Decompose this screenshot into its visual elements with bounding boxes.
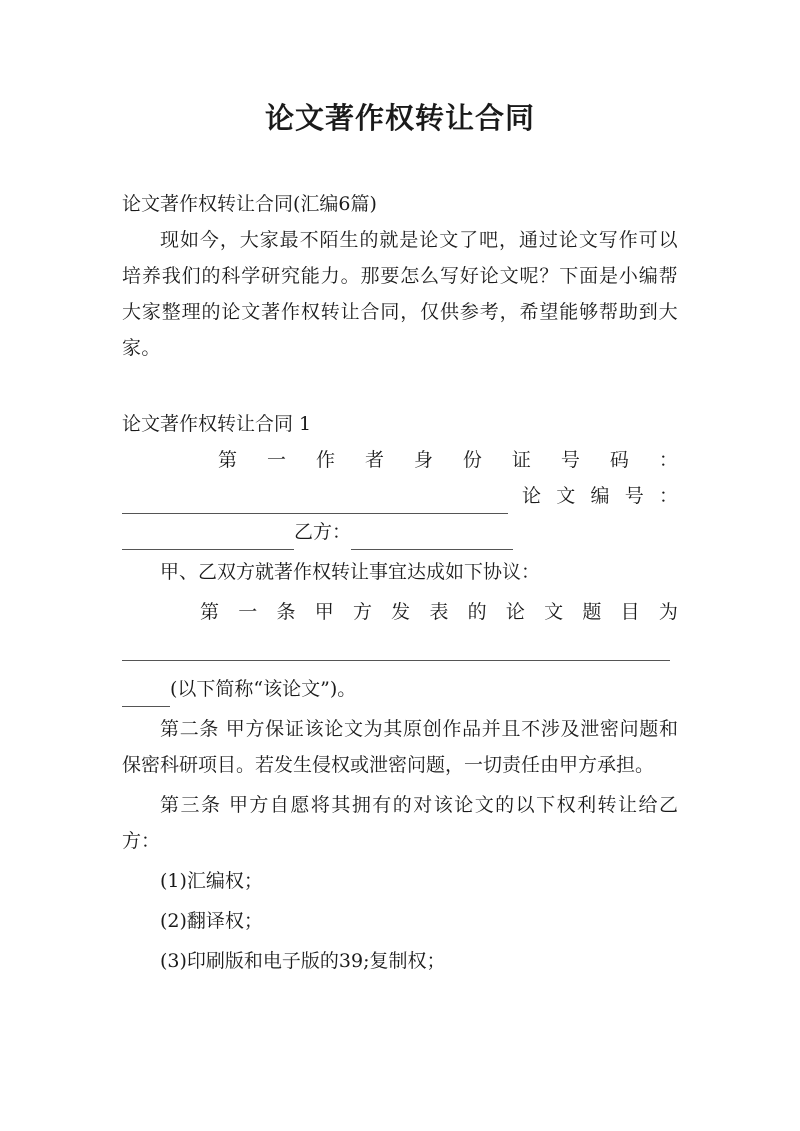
spread-char: 表 — [429, 601, 449, 623]
document-body — [122, 186, 678, 979]
spread-char: 号 — [624, 485, 644, 507]
spread-char: 方 — [352, 601, 372, 623]
document-title: 论文著作权转让合同 — [264, 101, 535, 135]
rights-list — [122, 863, 678, 979]
spread-char: 第 — [200, 601, 220, 623]
first-author-id-blank[interactable] — [122, 489, 508, 514]
party-b-blank[interactable] — [351, 525, 513, 550]
rights-list-item: (1)汇编权； — [160, 870, 263, 892]
spread-char: 为 — [658, 601, 678, 623]
spread-char: 作 — [315, 449, 335, 471]
section-heading: 论文著作权转让合同 1 — [122, 413, 312, 435]
first-author-id-row — [122, 442, 678, 478]
clause1-start-row — [122, 594, 678, 630]
spread-char: 身 — [413, 449, 433, 471]
party-a-blank[interactable] — [122, 525, 294, 550]
spread-char: 条 — [276, 601, 296, 623]
agreement-intro: 甲、乙双方就著作权转让事宜达成如下协议： — [160, 561, 541, 583]
spread-char: 编 — [590, 485, 610, 507]
clause1-end-row — [122, 671, 678, 707]
intro-paragraph: 现如今，大家最不陌生的就是论文了吧，通过论文写作可以培养我们的科学研究能力。那要怎么写好论文呢？下面是小编帮大家整理的论文著作权转让合同，仅供参考，希望能够帮助到大家。 — [122, 229, 678, 359]
spread-char: 甲 — [314, 601, 334, 623]
spread-char: 目 — [620, 601, 640, 623]
spread-char: 第 — [218, 449, 238, 471]
clause3-paragraph: 第三条 甲方自愿将其拥有的对该论文的以下权利转让给乙方： — [122, 794, 678, 852]
spread-char: 份 — [462, 449, 482, 471]
spread-char: 一 — [266, 449, 286, 471]
spread-char: 发 — [391, 601, 411, 623]
spread-char: 一 — [238, 601, 258, 623]
spread-char: ： — [658, 449, 678, 471]
spread-char: 的 — [467, 601, 487, 623]
spread-char: 号 — [560, 449, 580, 471]
paper-number-row — [122, 478, 678, 514]
spread-char: 者 — [364, 449, 384, 471]
spread-char: 题 — [582, 601, 602, 623]
clause1-end-text: (以下简称“该论文”)。 — [170, 678, 357, 700]
clause1-short-blank[interactable] — [122, 682, 170, 707]
clause1-start-label — [200, 594, 678, 630]
clause1-title-blank[interactable] — [122, 630, 670, 661]
clause2-paragraph: 第二条 甲方保证该论文为其原创作品并且不涉及泄密问题和保密科研项目。若发生侵权或泄密问题，一切责任由甲方承担。 — [122, 718, 678, 776]
party-b-label: 乙方： — [294, 521, 352, 543]
spread-char: 码 — [609, 449, 629, 471]
first-author-id-label — [218, 442, 678, 478]
document-subtitle: 论文著作权转让合同(汇编6篇) — [122, 193, 377, 215]
spread-char: ： — [658, 485, 678, 507]
rights-list-item: (2)翻译权； — [160, 910, 263, 932]
spread-char: 文 — [544, 601, 564, 623]
party-b-row — [122, 514, 678, 550]
spread-char: 文 — [556, 485, 576, 507]
spread-char: 论 — [522, 485, 542, 507]
rights-list-item: (3)印刷版和电子版的39;复制权； — [160, 950, 446, 972]
paper-number-label — [508, 478, 678, 514]
spread-char: 证 — [511, 449, 531, 471]
spread-char: 论 — [505, 601, 525, 623]
